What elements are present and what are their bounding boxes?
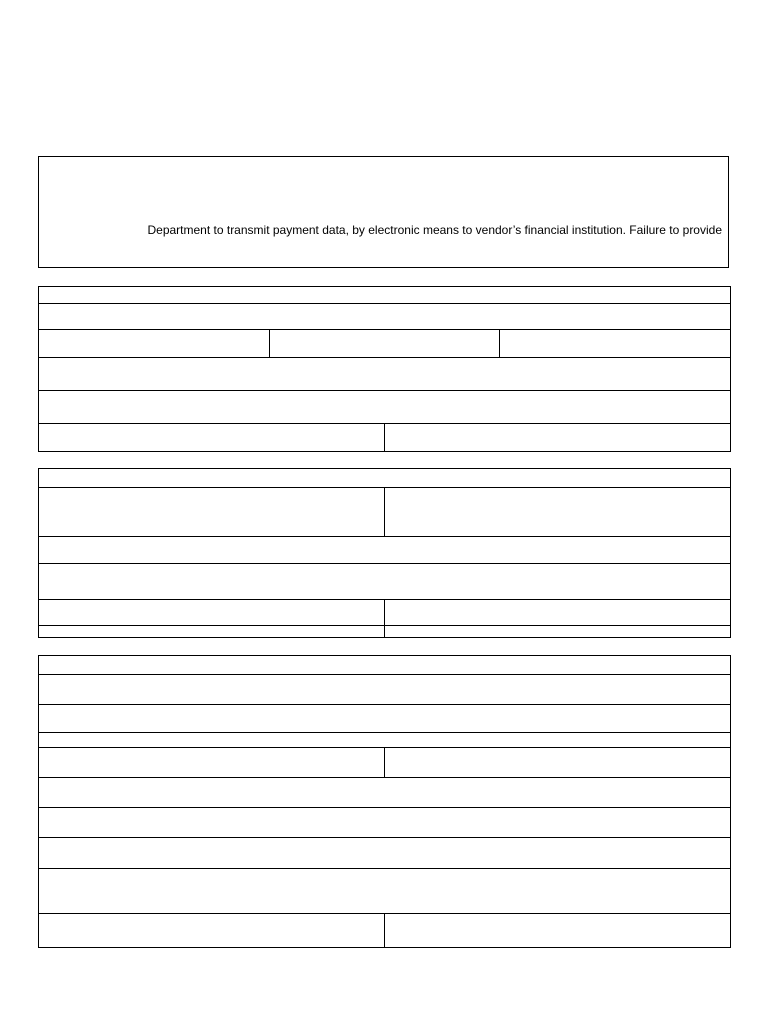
form-section-3 — [38, 655, 731, 947]
section-3-field-cell[interactable] — [38, 704, 731, 734]
section-2-field-cell[interactable] — [38, 563, 731, 601]
section-1-field-cell[interactable] — [38, 390, 731, 425]
section-3-field-cell[interactable] — [38, 868, 731, 915]
section-2-field-cell[interactable] — [38, 599, 385, 627]
intro-notice-text: Department to transmit payment data, by electronic means to vendor’s financial institution. Failure to provide — [147, 223, 722, 237]
section-3-field-cell[interactable] — [38, 913, 385, 948]
section-1-field-cell[interactable] — [384, 423, 731, 452]
section-1-field-cell[interactable] — [38, 423, 385, 452]
section-3-field-cell[interactable] — [384, 747, 731, 779]
section-1-field-cell[interactable] — [38, 303, 731, 331]
section-3-field-cell[interactable] — [38, 807, 731, 839]
section-1-field-cell[interactable] — [38, 357, 731, 392]
section-2-field-cell[interactable] — [38, 536, 731, 565]
section-2-header-cell — [38, 468, 731, 489]
section-3-field-cell[interactable] — [384, 913, 731, 948]
section-3-field-cell[interactable] — [38, 837, 731, 870]
section-3-header-cell — [38, 655, 731, 676]
form-section-2 — [38, 468, 731, 637]
section-1-field-cell[interactable] — [499, 329, 731, 359]
section-1-field-cell[interactable] — [38, 329, 270, 359]
section-3-field-cell[interactable] — [38, 747, 385, 779]
form-section-1 — [38, 286, 731, 451]
section-2-field-cell[interactable] — [384, 625, 731, 638]
section-2-field-cell[interactable] — [384, 599, 731, 627]
section-2-field-cell[interactable] — [38, 487, 385, 538]
section-2-field-cell[interactable] — [38, 625, 385, 638]
intro-notice-box — [38, 156, 729, 268]
section-1-field-cell[interactable] — [269, 329, 501, 359]
section-3-field-cell[interactable] — [38, 777, 731, 809]
section-2-field-cell[interactable] — [384, 487, 731, 538]
section-3-field-cell[interactable] — [38, 674, 731, 706]
